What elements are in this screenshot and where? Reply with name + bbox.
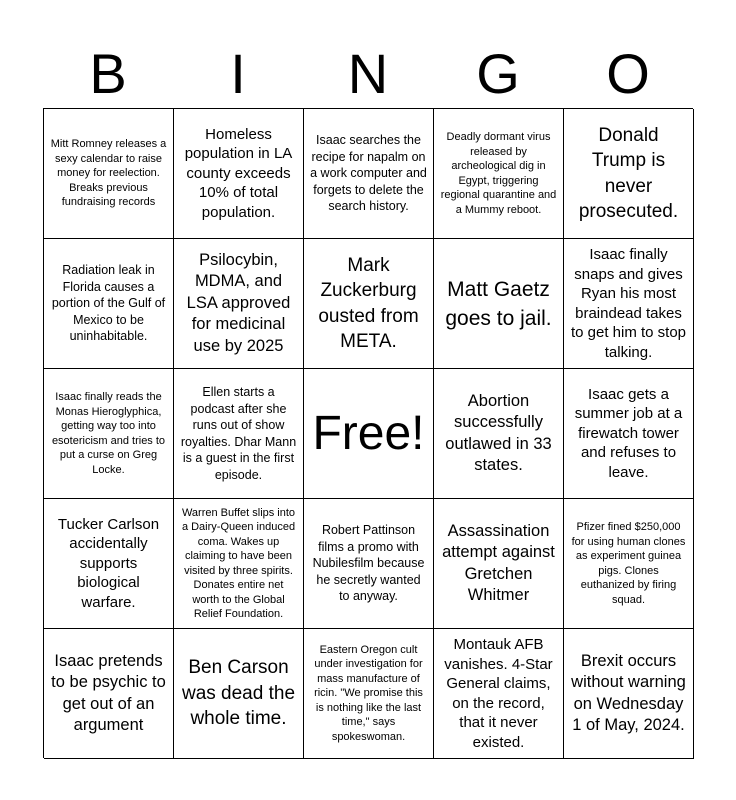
bingo-grid (43, 108, 693, 758)
bingo-cell[interactable] (434, 629, 564, 759)
bingo-cell-text: Isaac finally snaps and gives Ryan his most braindead takes to get him to stop talking. (570, 246, 687, 361)
bingo-cell-text: Pfizer fined $250,000 for using human clones as experiment guinea pigs. Clones euthanized by firing squad. (571, 521, 686, 606)
header-letter-o: O (606, 42, 650, 105)
bingo-cell-text: Abortion successfully outlawed in 33 states. (445, 391, 552, 474)
bingo-cell[interactable] (44, 109, 174, 239)
bingo-cell[interactable] (44, 369, 174, 499)
bingo-cell[interactable] (564, 239, 694, 369)
bingo-cell-text: Isaac gets a summer job at a firewatch tower and refuses to leave. (574, 385, 683, 481)
bingo-header (43, 40, 693, 108)
free-space-cell[interactable] (304, 369, 434, 499)
bingo-cell[interactable] (434, 369, 564, 499)
bingo-cell-text: Isaac searches the recipe for napalm on a work computer and forgets to delete the search history. (310, 133, 427, 214)
bingo-cell[interactable] (174, 109, 304, 239)
header-letter-n: N (347, 42, 389, 105)
bingo-cell[interactable] (304, 629, 434, 759)
bingo-cell[interactable] (44, 499, 174, 629)
bingo-cell[interactable] (174, 239, 304, 369)
bingo-cell-text: Mark Zuckerburg ousted from META. (318, 254, 419, 352)
bingo-cell-text: Psilocybin, MDMA, and LSA approved for medicinal use by 2025 (186, 250, 291, 355)
bingo-cell[interactable] (434, 109, 564, 239)
header-letter-g: G (476, 42, 520, 105)
bingo-cell[interactable] (304, 109, 434, 239)
bingo-cell-text: Ben Carson was dead the whole time. (181, 657, 296, 730)
bingo-cell-text: Brexit occurs without warning on Wednesday 1 of May, 2024. (571, 651, 686, 734)
bingo-cell[interactable] (174, 369, 304, 499)
bingo-cell[interactable] (44, 629, 174, 759)
free-space-text: Free! (312, 406, 425, 460)
bingo-cell-text: Assassination attempt against Gretchen Whitmer (442, 521, 555, 604)
bingo-cell[interactable] (174, 629, 304, 759)
bingo-cell[interactable] (434, 239, 564, 369)
bingo-cell[interactable] (564, 109, 694, 239)
bingo-cell-text: Mitt Romney releases a sexy calendar to raise money for reelection. Breaks previous fundraising records (50, 138, 167, 209)
bingo-cell[interactable] (564, 499, 694, 629)
bingo-cell-text: Warren Buffet slips into a Dairy-Queen induced coma. Wakes up claiming to have been visited by three spirits. Donates entire net worth to the Global Relief Foundation. (181, 506, 296, 620)
bingo-cell-text: Isaac pretends to be psychic to get out of an argument (51, 651, 166, 734)
bingo-cell-text: Matt Gaetz goes to jail. (445, 277, 552, 330)
bingo-cell-text: Tucker Carlson accidentally supports biological warfare. (57, 515, 160, 611)
bingo-cell[interactable] (434, 499, 564, 629)
bingo-cell-text: Ellen starts a podcast after she runs out of show royalties. Dhar Mann is a guest in the first episode. (180, 385, 297, 482)
bingo-cell-text: Eastern Oregon cult under investigation for mass manufacture of ricin. "We promise this is nothing like the last time," says spokeswoman. (314, 643, 423, 743)
header-letter-i: I (230, 42, 246, 105)
bingo-cell-text: Homeless population in LA county exceeds 10% of total population. (184, 125, 293, 221)
header-letter-b: B (89, 42, 127, 105)
bingo-cell-text: Robert Pattinson films a promo with Nubilesfilm because he secretly wanted to anyway. (312, 523, 425, 604)
bingo-cell[interactable] (304, 499, 434, 629)
bingo-cell-text: Deadly dormant virus released by archeological dig in Egypt, triggering regional quarantine and a Mummy reboot. (440, 131, 557, 216)
bingo-cell-text: Isaac finally reads the Monas Hieroglyphica, getting way too into esotericism and tries to put a curse on Greg Locke. (51, 391, 166, 476)
bingo-cell[interactable] (174, 499, 304, 629)
bingo-cell-text: Montauk AFB vanishes. 4-Star General claims, on the record, that it never existed. (444, 636, 553, 751)
bingo-cell[interactable] (564, 369, 694, 499)
bingo-cell-text: Radiation leak in Florida causes a portion of the Gulf of Mexico to be uninhabitable. (51, 263, 166, 344)
bingo-cell[interactable] (44, 239, 174, 369)
bingo-cell[interactable] (564, 629, 694, 759)
bingo-cell-text: Donald Trump is never prosecuted. (578, 124, 679, 222)
bingo-cell[interactable] (304, 239, 434, 369)
